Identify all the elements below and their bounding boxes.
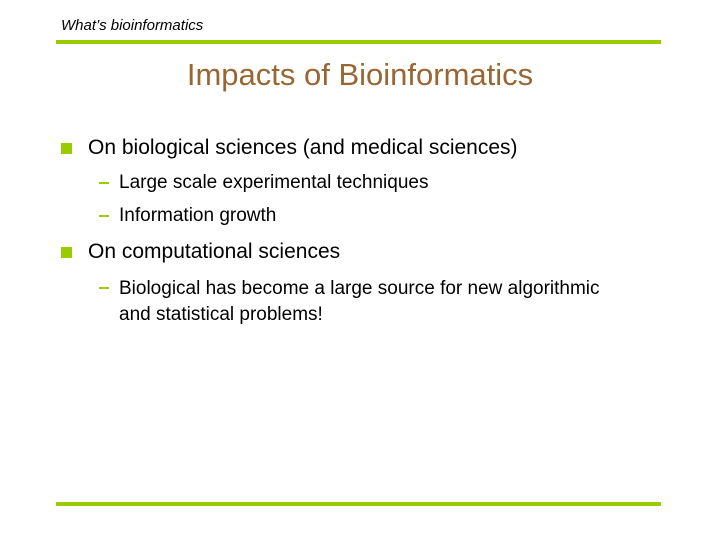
sub-bullet-text: Large scale experimental techniques (119, 172, 429, 193)
footer-rule (56, 502, 661, 506)
sub-bullet-text: Information growth (119, 205, 277, 226)
bullet-item (61, 135, 518, 161)
square-bullet-icon (61, 143, 72, 154)
sub-bullet-item (99, 171, 428, 195)
square-bullet-icon (61, 247, 72, 258)
dash-bullet-icon (99, 287, 109, 289)
bullet-text: On biological sciences (and medical sciences) (88, 136, 518, 159)
slide-header: What’s bioinformatics (61, 17, 204, 34)
dash-bullet-icon (99, 215, 109, 217)
dash-bullet-icon (99, 182, 109, 184)
slide-title: Impacts of Bioinformatics (186, 57, 534, 92)
sub-bullet-item (99, 276, 619, 328)
bullet-item (61, 239, 340, 265)
bullet-text: On computational sciences (88, 240, 341, 263)
header-rule (56, 40, 661, 44)
sub-bullet-item (99, 204, 276, 228)
sub-bullet-text: Biological has become a large source for new algorithmic and statistical problems! (119, 278, 600, 325)
